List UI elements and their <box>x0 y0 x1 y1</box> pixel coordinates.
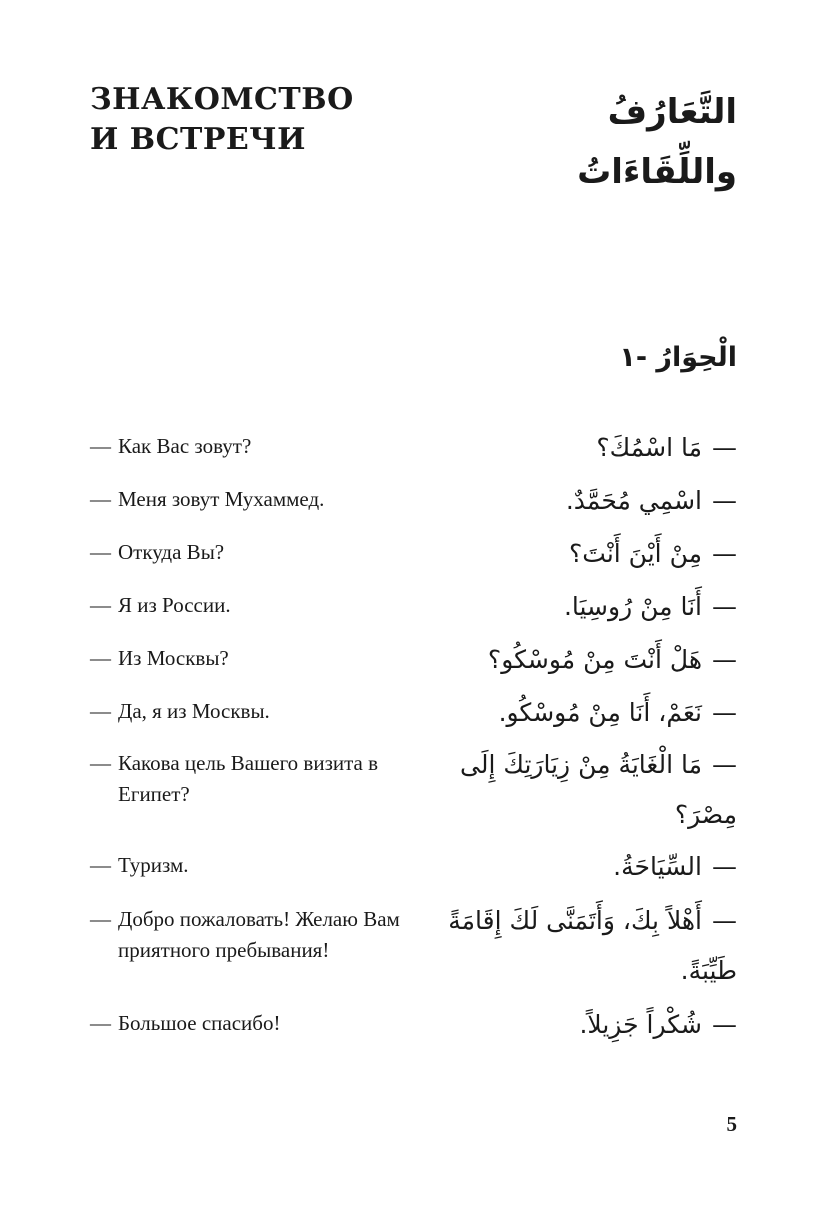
russian-line <box>90 643 405 674</box>
arabic-text: مَا اسْمُكَ؟ <box>596 433 702 462</box>
arabic-title-line-1: التَّعَارُفُ <box>607 92 737 132</box>
russian-text: Меня зовут Мухаммед. <box>118 487 325 511</box>
arabic-line <box>407 842 737 892</box>
arabic-text: مَا الْغَايَةُ مِنْ زِيَارَتِكَ إِلَى مِصْرَ؟ <box>460 750 737 829</box>
russian-line <box>90 484 405 515</box>
arabic-line <box>407 740 737 840</box>
dash-mark: — <box>712 698 737 727</box>
russian-text: Туризм. <box>118 853 189 877</box>
arabic-line <box>407 1000 737 1050</box>
arabic-text: هَلْ أَنْتَ مِنْ مُوسْكُو؟ <box>487 645 702 674</box>
dash-mark: — <box>90 907 111 931</box>
dialog-heading: الْحِوَارُ -١ <box>619 342 737 373</box>
arabic-title-line-2: واللِّقَاءَاتُ <box>577 152 737 192</box>
dash-mark: — <box>712 539 737 568</box>
dash-mark: — <box>712 433 737 462</box>
arabic-text: مِنْ أَيْنَ أَنْتَ؟ <box>569 539 702 568</box>
page-number: 5 <box>726 1112 737 1136</box>
dash-mark: — <box>90 699 111 723</box>
dash-mark: — <box>712 645 737 674</box>
arabic-text: أَهْلاً بِكَ، وَأَتَمَنَّى لَكَ إِقَامَةً طَيِّبَةً. <box>448 906 737 985</box>
russian-line <box>90 431 405 462</box>
arabic-line <box>407 635 737 685</box>
russian-line <box>90 904 405 966</box>
dash-mark: — <box>90 853 111 877</box>
russian-title <box>90 80 410 160</box>
russian-text: Какова цель Вашего визита в Египет? <box>118 751 379 806</box>
russian-line <box>90 696 405 727</box>
arabic-line <box>407 896 737 996</box>
arabic-title <box>417 82 737 202</box>
dash-mark: — <box>90 646 111 670</box>
dash-mark: — <box>712 906 737 935</box>
arabic-line <box>407 476 737 526</box>
arabic-line <box>407 423 737 473</box>
russian-text: Добро пожаловать! Желаю Вам приятного пребывания! <box>118 907 400 962</box>
arabic-text: السِّيَاحَةُ. <box>613 852 702 881</box>
russian-line <box>90 590 405 621</box>
dash-mark: — <box>712 486 737 515</box>
arabic-line <box>407 582 737 632</box>
russian-text: Из Москвы? <box>118 646 229 670</box>
dash-mark: — <box>90 487 111 511</box>
arabic-line <box>407 529 737 579</box>
dash-mark: — <box>90 1011 111 1035</box>
russian-line <box>90 537 405 568</box>
dash-mark: — <box>712 852 737 881</box>
dash-mark: — <box>712 592 737 621</box>
dash-mark: — <box>712 750 737 779</box>
russian-line <box>90 1008 405 1039</box>
russian-line <box>90 850 405 881</box>
russian-text: Я из России. <box>118 593 231 617</box>
arabic-text: اسْمِي مُحَمَّدٌ. <box>565 486 702 515</box>
dash-mark: — <box>712 1010 737 1039</box>
russian-text: Как Вас зовут? <box>118 434 252 458</box>
russian-title-line-1: ЗНАКОМСТВО <box>90 82 354 117</box>
arabic-line <box>407 688 737 738</box>
russian-text: Да, я из Москвы. <box>118 699 270 723</box>
arabic-text: شُكْراً جَزِيلاً. <box>579 1010 702 1039</box>
russian-text: Большое спасибо! <box>118 1011 281 1035</box>
russian-text: Откуда Вы? <box>118 540 225 564</box>
dash-mark: — <box>90 593 111 617</box>
arabic-text: نَعَمْ، أَنَا مِنْ مُوسْكُو. <box>498 698 702 727</box>
dash-mark: — <box>90 434 111 458</box>
arabic-text: أَنَا مِنْ رُوسِيَا. <box>563 592 702 621</box>
dash-mark: — <box>90 540 111 564</box>
russian-line <box>90 748 405 810</box>
dash-mark: — <box>90 751 111 775</box>
russian-title-line-2: И ВСТРЕЧИ <box>90 122 307 157</box>
